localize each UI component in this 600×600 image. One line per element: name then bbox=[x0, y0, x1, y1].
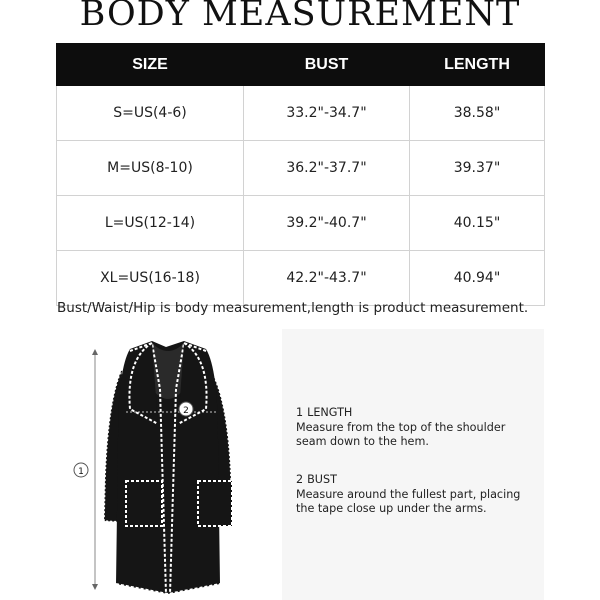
length-instruction bbox=[296, 406, 536, 450]
bust-instruction-name: BUST bbox=[307, 473, 337, 486]
bust-marker-label: 2 bbox=[183, 406, 189, 416]
bust-instruction bbox=[296, 473, 536, 517]
size-cell: S=US(4-6) bbox=[57, 86, 244, 141]
size-cell: M=US(8-10) bbox=[57, 141, 244, 196]
bust-marker bbox=[179, 402, 193, 416]
cardigan-illustration bbox=[60, 329, 260, 600]
measurement-note: Bust/Waist/Hip is body measurement,length is product measurement. bbox=[57, 300, 529, 316]
column-header-size: SIZE bbox=[57, 44, 244, 86]
cardigan-shape bbox=[104, 341, 232, 594]
size-cell: XL=US(16-18) bbox=[57, 251, 244, 306]
length-cell: 40.94" bbox=[410, 251, 545, 306]
length-marker-label: 1 bbox=[78, 467, 84, 477]
bust-cell: 42.2"-43.7" bbox=[244, 251, 410, 306]
bust-cell: 36.2"-37.7" bbox=[244, 141, 410, 196]
column-header-length: LENGTH bbox=[410, 44, 545, 86]
length-instruction-name: LENGTH bbox=[307, 406, 353, 419]
bust-cell: 39.2"-40.7" bbox=[244, 196, 410, 251]
length-instruction-text: Measure from the top of the shoulder seam down to the hem. bbox=[296, 420, 506, 448]
length-marker bbox=[74, 463, 88, 477]
length-cell: 38.58" bbox=[410, 86, 545, 141]
bust-cell: 33.2"-34.7" bbox=[244, 86, 410, 141]
length-instruction-heading bbox=[296, 406, 536, 421]
table-header-row bbox=[57, 44, 545, 86]
table-row bbox=[57, 251, 545, 306]
instructions-panel bbox=[282, 329, 544, 600]
bust-instruction-text: Measure around the fullest part, placing the tape close up under the arms. bbox=[296, 487, 521, 515]
table-row bbox=[57, 196, 545, 251]
page-title: BODY MEASUREMENT bbox=[79, 0, 521, 34]
length-measure-line bbox=[92, 349, 98, 590]
table-row bbox=[57, 141, 545, 196]
column-header-bust: BUST bbox=[244, 44, 410, 86]
size-cell: L=US(12-14) bbox=[57, 196, 244, 251]
bust-instruction-number: 2 bbox=[296, 473, 304, 486]
length-cell: 40.15" bbox=[410, 196, 545, 251]
table-row bbox=[57, 86, 545, 141]
length-instruction-number: 1 bbox=[296, 406, 304, 419]
size-chart-table bbox=[56, 43, 545, 306]
length-cell: 39.37" bbox=[410, 141, 545, 196]
bust-instruction-heading bbox=[296, 473, 536, 488]
